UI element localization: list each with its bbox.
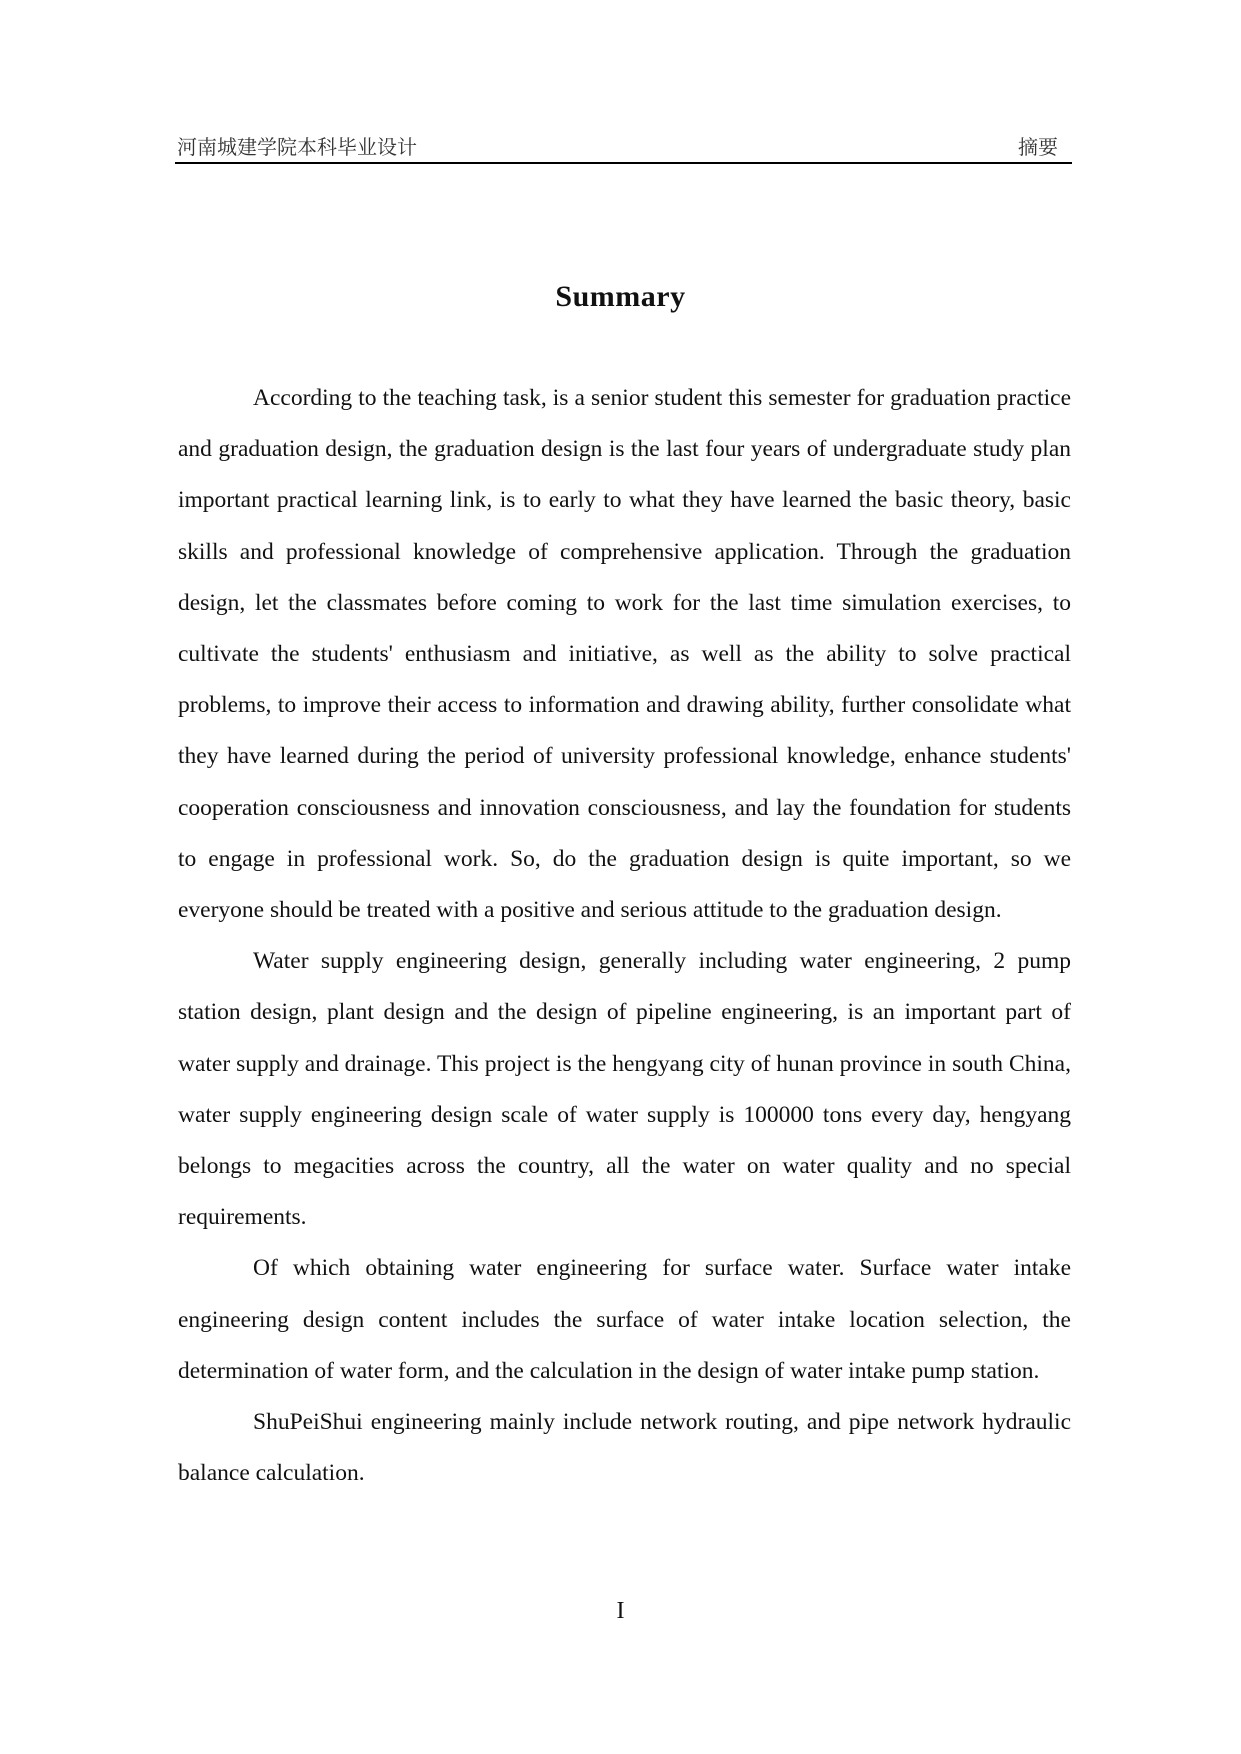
paragraph-1: According to the teaching task, is a senior student this semester for graduation practice and graduation design, the graduation design is the last four years of undergraduate study plan important practical learning link, is to early to what they have learned the basic theory, basic skills and professional knowledge of comprehensive application. Through the graduation design, let the classmates before coming to work for the last time simulation exercises, to cultivate the students' enthusiasm and initiative, as well as the ability to solve practical problems, to improve their access to information and drawing ability, further consolidate what they have learned during the period of university professional knowledge, enhance students' cooperation consciousness and innovation consciousness, and lay the foundation for students to engage in professional work. So, do the graduation design is quite important, so we everyone should be treated with a positive and serious attitude to the graduation design. <box>178 385 1071 924</box>
page-number: I <box>616 1598 625 1624</box>
header-section-label: 摘要 <box>1018 135 1058 159</box>
paragraph-2: Water supply engineering design, generally including water engineering, 2 pump station design, plant design and the design of pipeline engineering, is an important part of water supply and drainage. This project is the hengyang city of hunan province in south China, water supply engineering design scale of water supply is 100000 tons every day, hengyang belongs to megacities across the country, all the water on water quality and no special requirements. <box>178 948 1071 1231</box>
page-header <box>175 128 1072 164</box>
page-title: Summary <box>555 280 686 313</box>
paragraph-3: Of which obtaining water engineering for surface water. Surface water intake engineering design content includes the surface of water intake location selection, the determination of water form, and the calculation in the design of water intake pump station. <box>178 1255 1071 1384</box>
paragraph-4: ShuPeiShui engineering mainly include network routing, and pipe network hydraulic balance calculation. <box>178 1409 1071 1487</box>
header-institution-title: 河南城建学院本科毕业设计 <box>177 135 417 159</box>
summary-body <box>178 373 1071 1499</box>
